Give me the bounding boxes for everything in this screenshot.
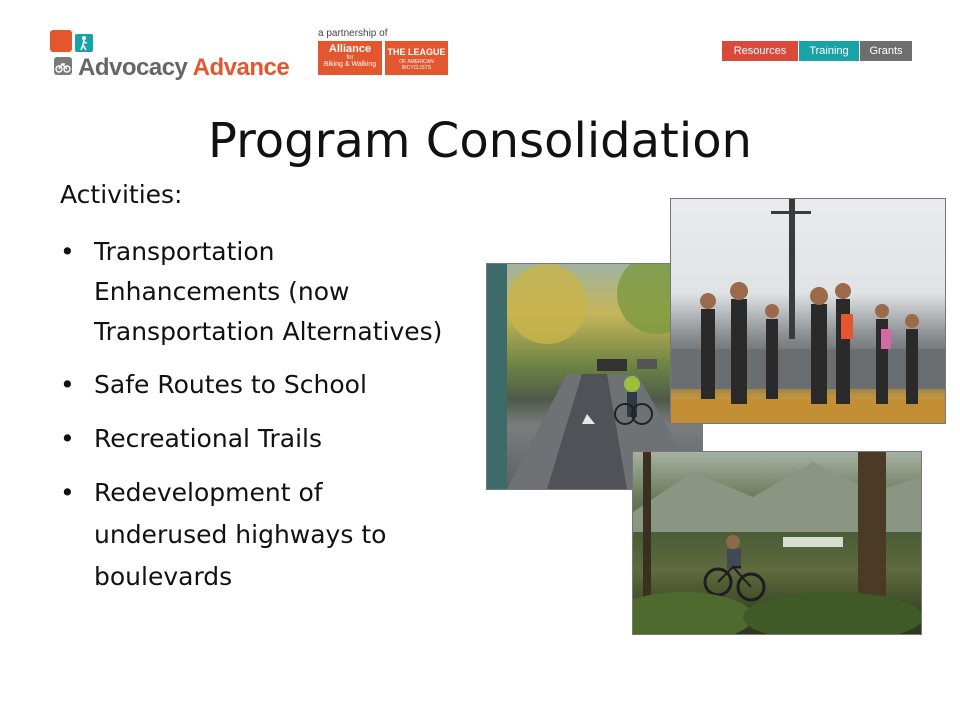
brand-word-advance: Advance	[192, 54, 290, 81]
bullet-text: Redevelopment of underused highways to boulevards	[94, 478, 387, 591]
list-item	[60, 472, 460, 598]
alliance-biking-walking-logo[interactable]	[318, 41, 382, 75]
nav-resources-button[interactable]: Resources	[722, 41, 798, 61]
league-line1: THE LEAGUE	[387, 47, 446, 57]
list-item	[60, 418, 460, 460]
bullet-text: Recreational Trails	[94, 424, 323, 453]
advocacy-advance-logo[interactable]	[50, 30, 310, 82]
bullet-icon: •	[60, 237, 75, 266]
brand-word-advocacy: Advocacy	[78, 54, 188, 81]
slide-title: Program Consolidation	[208, 113, 752, 169]
pedestrian-icon	[75, 34, 93, 52]
bicycle-icon	[54, 57, 72, 75]
league-line2: OF AMERICAN BICYCLISTS	[399, 59, 434, 71]
nav-grants-button[interactable]: Grants	[860, 41, 912, 61]
logo-square-orange	[50, 30, 72, 52]
list-item	[60, 232, 460, 352]
partnership-label: a partnership of	[318, 28, 388, 39]
list-item	[60, 364, 460, 406]
forest-mountain-biker-photo	[632, 451, 922, 635]
alliance-line3: Biking & Walking	[323, 61, 377, 68]
activities-subhead: Activities:	[60, 180, 183, 209]
activities-list	[60, 232, 460, 610]
bullet-text: Safe Routes to School	[94, 370, 367, 399]
alliance-line2: for	[346, 55, 354, 61]
bullet-icon: •	[60, 424, 75, 453]
bullet-icon: •	[60, 478, 75, 507]
nav-training-button[interactable]: Training	[799, 41, 859, 61]
bullet-icon: •	[60, 370, 75, 399]
top-navigation	[722, 41, 912, 61]
alliance-line1: Alliance	[328, 43, 372, 55]
league-american-bicyclists-logo[interactable]	[385, 41, 448, 75]
bullet-text: Transportation Enhancements (now Transportation Alternatives)	[94, 237, 443, 346]
children-walking-photo	[670, 198, 946, 424]
brand-name	[78, 54, 289, 82]
